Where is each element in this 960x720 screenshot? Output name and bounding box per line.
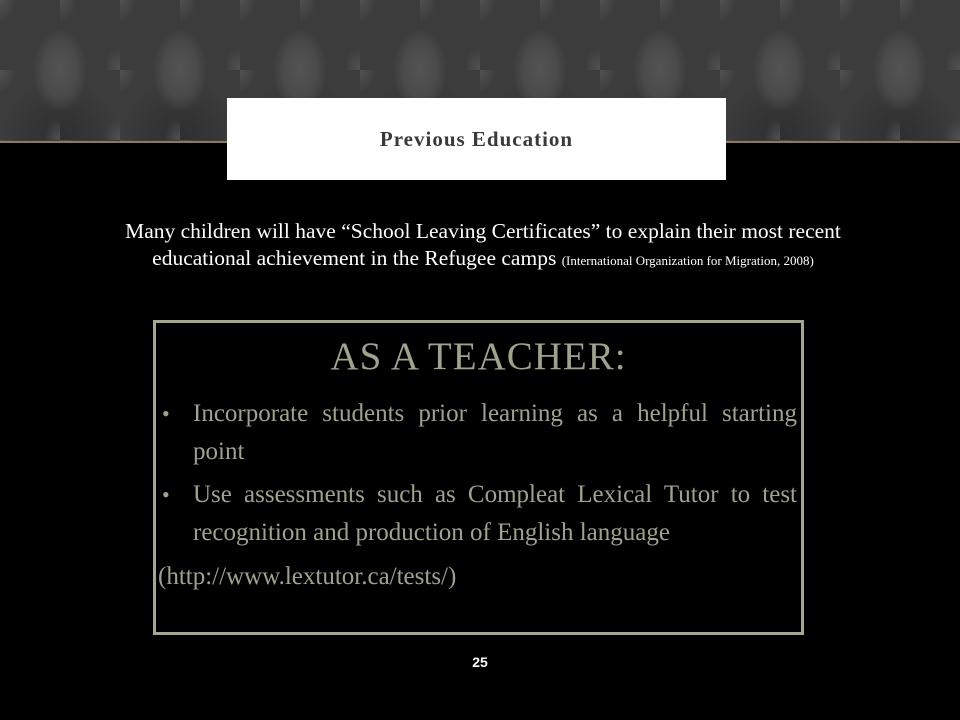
page-number: 25 (472, 654, 488, 670)
title-box (227, 98, 726, 180)
bullet-icon: • (162, 401, 170, 426)
teacher-heading: AS A TEACHER: (330, 335, 627, 378)
bullet-text: Incorporate students prior learning as a helpful starting point (193, 400, 797, 465)
bullet-text: Use assessments such as Compleat Lexical Tutor to test recognition and production of English language (193, 481, 797, 546)
intro-citation: (International Organization for Migration, 2008) (561, 253, 814, 268)
intro-text: Many children will have “School Leaving Certificates” to explain their most recent educational achievement in the Refugee camps (125, 219, 841, 270)
list-item (156, 476, 801, 552)
teacher-box (153, 320, 804, 635)
teacher-bullets (156, 395, 801, 552)
slide-title: Previous Education (379, 126, 574, 151)
intro-paragraph (88, 218, 878, 274)
bullet-icon: • (162, 482, 170, 507)
lextutor-link[interactable]: (http://www.lextutor.ca/tests/) (158, 563, 457, 590)
list-item (156, 395, 801, 471)
